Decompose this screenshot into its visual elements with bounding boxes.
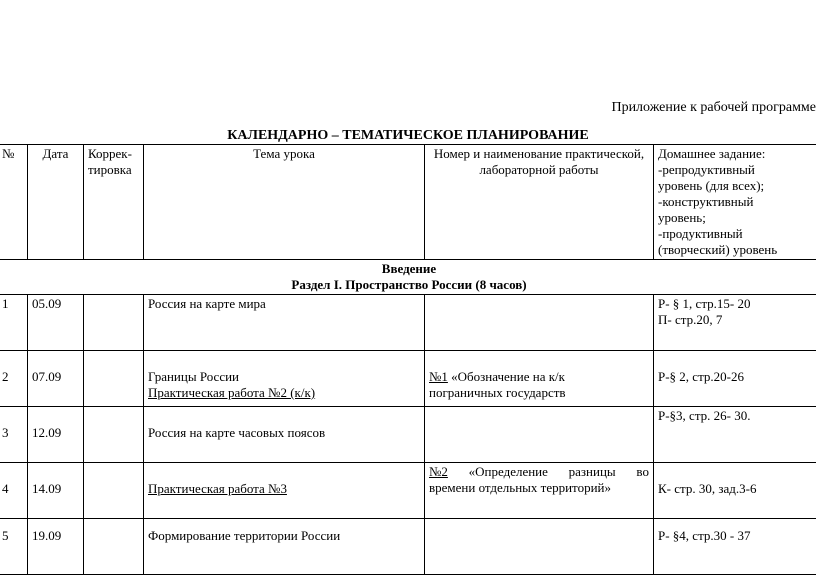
header-homework-line6: -продуктивный xyxy=(658,226,816,242)
header-correction xyxy=(84,145,144,260)
row-work-word2: разницы xyxy=(569,464,616,480)
row-topic xyxy=(144,463,425,519)
row-num-text: 2 xyxy=(2,369,23,385)
table-header-row xyxy=(0,145,816,260)
row-topic-text: Практическая работа №3 xyxy=(148,481,420,497)
row-correction xyxy=(84,519,144,575)
row-homework xyxy=(654,463,816,519)
row-work xyxy=(425,351,654,407)
row-topic-line1: Границы России xyxy=(148,369,420,385)
row-homework-line1: Р-§ 2, стр.20-26 xyxy=(658,369,816,385)
row-date xyxy=(28,463,84,519)
row-homework xyxy=(654,295,816,351)
row-work xyxy=(425,295,654,351)
row-date xyxy=(28,351,84,407)
row-correction xyxy=(84,463,144,519)
table-row xyxy=(0,463,816,519)
row-correction xyxy=(84,351,144,407)
row-date xyxy=(28,407,84,463)
row-num xyxy=(0,407,28,463)
section-intro: Введение xyxy=(2,261,816,277)
row-work-word1: «Определение xyxy=(469,464,548,480)
row-work-line2: времени отдельных территорий» xyxy=(429,480,649,496)
row-homework xyxy=(654,351,816,407)
row-date-text: 07.09 xyxy=(32,369,79,385)
row-homework xyxy=(654,407,816,463)
header-work-line2: лабораторной работы xyxy=(429,162,649,178)
section-cell xyxy=(0,260,816,295)
section-row xyxy=(0,260,816,295)
row-work-line2: пограничных государств xyxy=(429,385,649,401)
row-topic xyxy=(144,519,425,575)
row-work-number: №1 xyxy=(429,369,448,384)
row-work-title: «Обозначение на к/к xyxy=(448,369,565,384)
row-homework-line1: Р- § 1, стр.15- 20 xyxy=(658,296,816,312)
table-row xyxy=(0,295,816,351)
header-homework-line4: -конструктивный xyxy=(658,194,816,210)
row-num-text: 5 xyxy=(2,528,23,544)
header-work xyxy=(425,145,654,260)
row-correction xyxy=(84,295,144,351)
header-homework-line3: уровень (для всех); xyxy=(658,178,816,194)
row-work-line1 xyxy=(429,464,649,480)
row-homework-line1: Р- §4, стр.30 - 37 xyxy=(658,528,816,544)
header-homework-line5: уровень; xyxy=(658,210,816,226)
row-num xyxy=(0,519,28,575)
row-work xyxy=(425,407,654,463)
row-num xyxy=(0,351,28,407)
row-topic-text: Россия на карте часовых поясов xyxy=(148,425,420,441)
appendix-note: Приложение к рабочей программе xyxy=(611,100,816,116)
table-row xyxy=(0,407,816,463)
header-num: № xyxy=(0,145,28,260)
row-num-text: 3 xyxy=(2,425,23,441)
row-date: 05.09 xyxy=(28,295,84,351)
header-work-line1: Номер и наименование практической, xyxy=(429,146,649,162)
row-homework xyxy=(654,519,816,575)
row-correction xyxy=(84,407,144,463)
header-homework-line1: Домашнее задание: xyxy=(658,146,816,162)
row-num xyxy=(0,463,28,519)
row-work-number: №2 xyxy=(429,464,448,480)
header-topic: Тема урока xyxy=(144,145,425,260)
header-homework-line7: (творческий) уровень xyxy=(658,242,816,258)
row-topic-text: Формирование территории России xyxy=(148,528,420,544)
row-num: 1 xyxy=(0,295,28,351)
header-date: Дата xyxy=(28,145,84,260)
row-homework-line1: К- стр. 30, зад.3-6 xyxy=(658,481,816,497)
header-correction-line2: тировка xyxy=(88,162,139,178)
row-topic xyxy=(144,351,425,407)
table-row xyxy=(0,351,816,407)
row-work-line1 xyxy=(429,369,649,385)
row-date-text: 12.09 xyxy=(32,425,79,441)
row-topic xyxy=(144,407,425,463)
row-date xyxy=(28,519,84,575)
row-num-text: 4 xyxy=(2,481,23,497)
plan-table xyxy=(0,144,816,575)
row-homework-line1: Р-§3, стр. 26- 30. xyxy=(658,408,816,424)
row-homework-line2: П- стр.20, 7 xyxy=(658,312,816,328)
row-date-text: 14.09 xyxy=(32,481,79,497)
row-topic-line2: Практическая работа №2 (к/к) xyxy=(148,385,420,401)
header-homework xyxy=(654,145,816,260)
row-date-text: 19.09 xyxy=(32,528,79,544)
table-row xyxy=(0,519,816,575)
section-part: Раздел I. Пространство России (8 часов) xyxy=(2,277,816,293)
header-correction-line1: Коррек- xyxy=(88,146,139,162)
row-topic: Россия на карте мира xyxy=(144,295,425,351)
row-work-word3: во xyxy=(636,464,649,480)
row-work xyxy=(425,519,654,575)
header-homework-line2: -репродуктивный xyxy=(658,162,816,178)
document-title: КАЛЕНДАРНО – ТЕМАТИЧЕСКОЕ ПЛАНИРОВАНИЕ xyxy=(0,128,816,144)
row-work xyxy=(425,463,654,519)
